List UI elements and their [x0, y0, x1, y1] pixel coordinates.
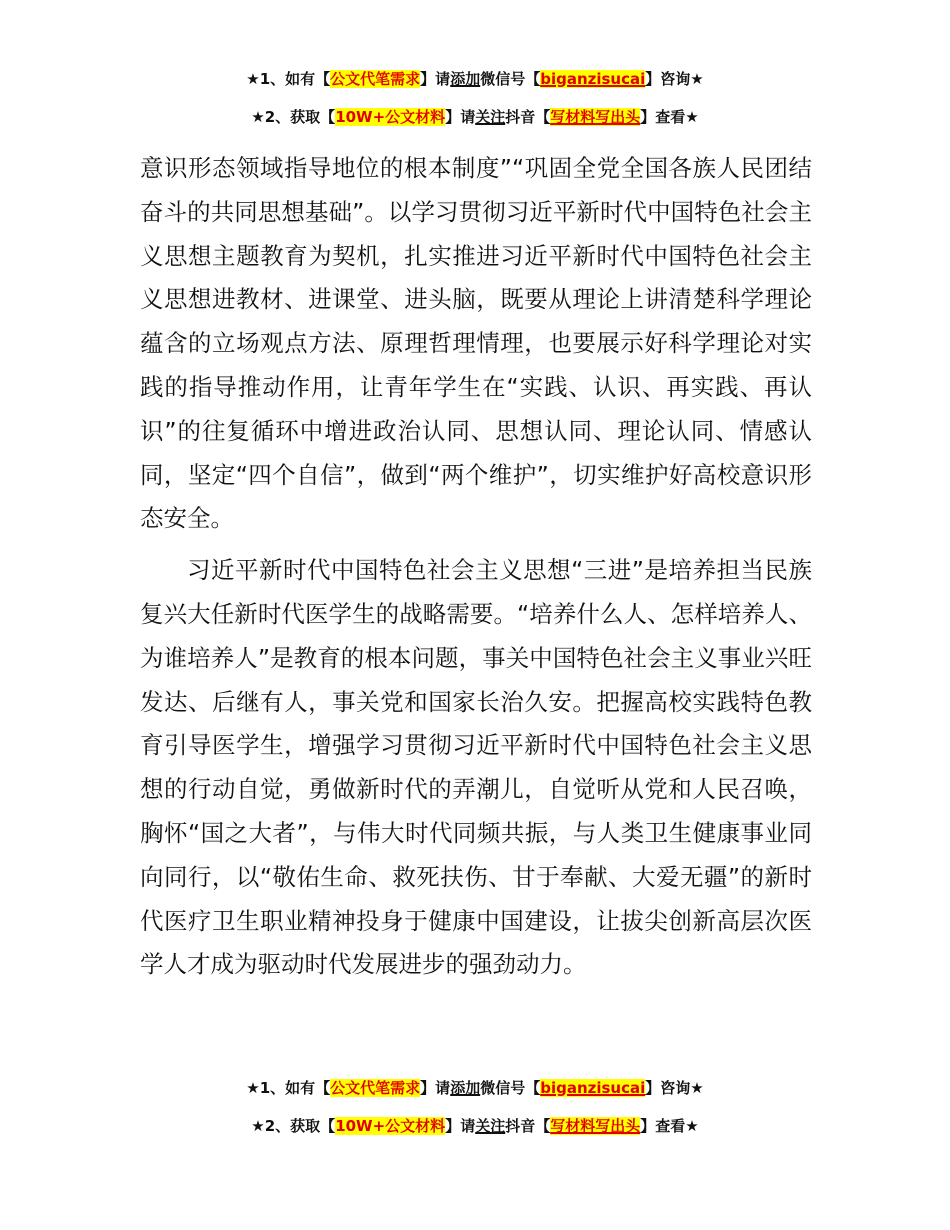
paragraph-1: 意识形态领域指导地位的根本制度”“巩固全党全国各族人民团结奋斗的共同思想基础”。以学习贯彻习近平新时代中国特色社会主义思想主题教育为契机，扎实推进习近平新时代中国特色社会主义思想进教材、进课堂、进头脑，既要从理论上讲清楚科学理论蕴含的立场观点方法、原理哲理情理，也要展示好科学理论对实践的指导推动作用，让青年学生在“实践、认识、再实践、再认识”的往复循环中增进政治认同、思想认同、理论认同、情感认同，坚定“四个自信”，做到“两个维护”，切实维护好高校意识形态安全。 — [140, 154, 812, 533]
wechat-id: biganzisucai — [540, 1079, 646, 1097]
promo-highlight: 公文代笔需求 — [330, 1079, 421, 1097]
promo-highlight: 公文代笔需求 — [330, 70, 421, 88]
douyin-id: 写材料写出头 — [550, 1117, 641, 1135]
promo-text: 】请 — [420, 70, 451, 88]
promo-underline: 添加 — [450, 70, 481, 88]
document-body — [140, 147, 812, 987]
promo-suffix: 】咨询★ — [645, 70, 704, 88]
promo-underline: 关注 — [475, 1117, 506, 1135]
promo-line-2-bottom — [0, 1115, 950, 1136]
promo-highlight: 10W+公文材料 — [335, 1117, 446, 1135]
promo-prefix: ★2、获取【 — [251, 1117, 336, 1135]
promo-prefix: ★2、获取【 — [251, 108, 336, 126]
promo-text: 】请 — [445, 108, 476, 126]
promo-line-2 — [0, 106, 950, 127]
promo-prefix: ★1、如有【 — [246, 70, 331, 88]
promo-underline: 添加 — [450, 1079, 481, 1097]
promo-prefix: ★1、如有【 — [246, 1079, 331, 1097]
promo-text: 】请 — [420, 1079, 451, 1097]
wechat-id: biganzisucai — [540, 70, 646, 88]
promo-text: 】请 — [445, 1117, 476, 1135]
promo-underline: 关注 — [475, 108, 506, 126]
promo-text: 微信号【 — [480, 1079, 541, 1097]
promo-text: 抖音【 — [505, 1117, 551, 1135]
promo-text: 抖音【 — [505, 108, 551, 126]
promo-highlight: 10W+公文材料 — [335, 108, 446, 126]
promo-suffix: 】查看★ — [640, 108, 699, 126]
promo-suffix: 】查看★ — [640, 1117, 699, 1135]
promo-text: 微信号【 — [480, 70, 541, 88]
paragraph-2: 习近平新时代中国特色社会主义思想“三进”是培养担当民族复兴大任新时代医学生的战略需要。“培养什么人、怎样培养人、为谁培养人”是教育的根本问题，事关中国特色社会主义事业兴旺发达、后继有人，事关党和国家长治久安。把握高校实践特色教育引导医学生，增强学习贯彻习近平新时代中国特色社会主义思想的行动自觉，勇做新时代的弄潮儿，自觉听从党和人民召唤，胸怀“国之大者”，与伟大时代同频共振，与人类卫生健康事业同向同行，以“敬佑生命、救死扶伤、甘于奉献、大爱无疆”的新时代医疗卫生职业精神投身于健康中国建设，让拔尖创新高层次医学人才成为驱动时代发展进步的强劲动力。 — [140, 556, 812, 979]
promo-line-1-bottom — [0, 1077, 950, 1098]
promo-line-1 — [0, 68, 950, 89]
promo-suffix: 】咨询★ — [645, 1079, 704, 1097]
douyin-id: 写材料写出头 — [550, 108, 641, 126]
